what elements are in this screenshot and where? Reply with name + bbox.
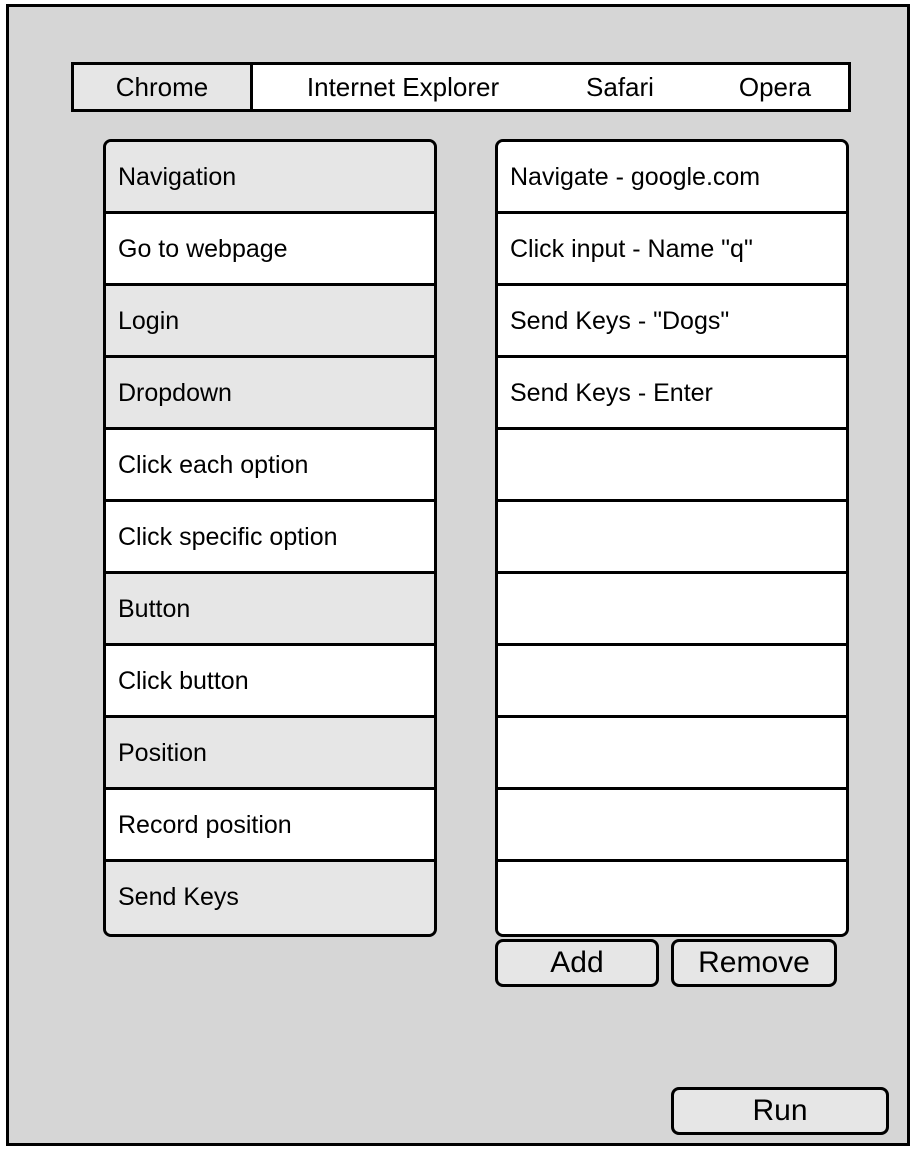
action-click-button[interactable]: Click button — [106, 646, 434, 718]
script-step[interactable]: Send Keys - "Dogs" — [498, 286, 846, 358]
add-button[interactable]: Add — [495, 939, 659, 987]
app-window — [6, 4, 910, 1146]
action-record-position[interactable]: Record position — [106, 790, 434, 862]
command-palette-list — [103, 139, 437, 937]
script-step-empty[interactable] — [498, 862, 846, 934]
script-step[interactable]: Click input - Name "q" — [498, 214, 846, 286]
category-position: Position — [106, 718, 434, 790]
category-button: Button — [106, 574, 434, 646]
action-click-each-option[interactable]: Click each option — [106, 430, 434, 502]
run-button[interactable]: Run — [671, 1087, 889, 1135]
script-step-empty[interactable] — [498, 430, 846, 502]
browser-tab-bar — [71, 62, 851, 112]
category-dropdown: Dropdown — [106, 358, 434, 430]
category-login: Login — [106, 286, 434, 358]
script-step[interactable]: Navigate - google.com — [498, 142, 846, 214]
tab-safari[interactable]: Safari — [586, 72, 654, 102]
tab-chrome[interactable]: Chrome — [74, 65, 253, 109]
tab-opera[interactable]: Opera — [738, 72, 812, 102]
script-step-empty[interactable] — [498, 718, 846, 790]
action-go-to-webpage[interactable]: Go to webpage — [106, 214, 434, 286]
tab-internet-explorer[interactable]: Internet Explorer — [306, 72, 500, 102]
script-step-empty[interactable] — [498, 646, 846, 718]
remove-button[interactable]: Remove — [671, 939, 837, 987]
script-step-empty[interactable] — [498, 502, 846, 574]
script-step-empty[interactable] — [498, 574, 846, 646]
category-send-keys: Send Keys — [106, 862, 434, 934]
script-steps-list — [495, 139, 849, 937]
action-click-specific-option[interactable]: Click specific option — [106, 502, 434, 574]
category-navigation: Navigation — [106, 142, 434, 214]
script-step-empty[interactable] — [498, 790, 846, 862]
script-step[interactable]: Send Keys - Enter — [498, 358, 846, 430]
